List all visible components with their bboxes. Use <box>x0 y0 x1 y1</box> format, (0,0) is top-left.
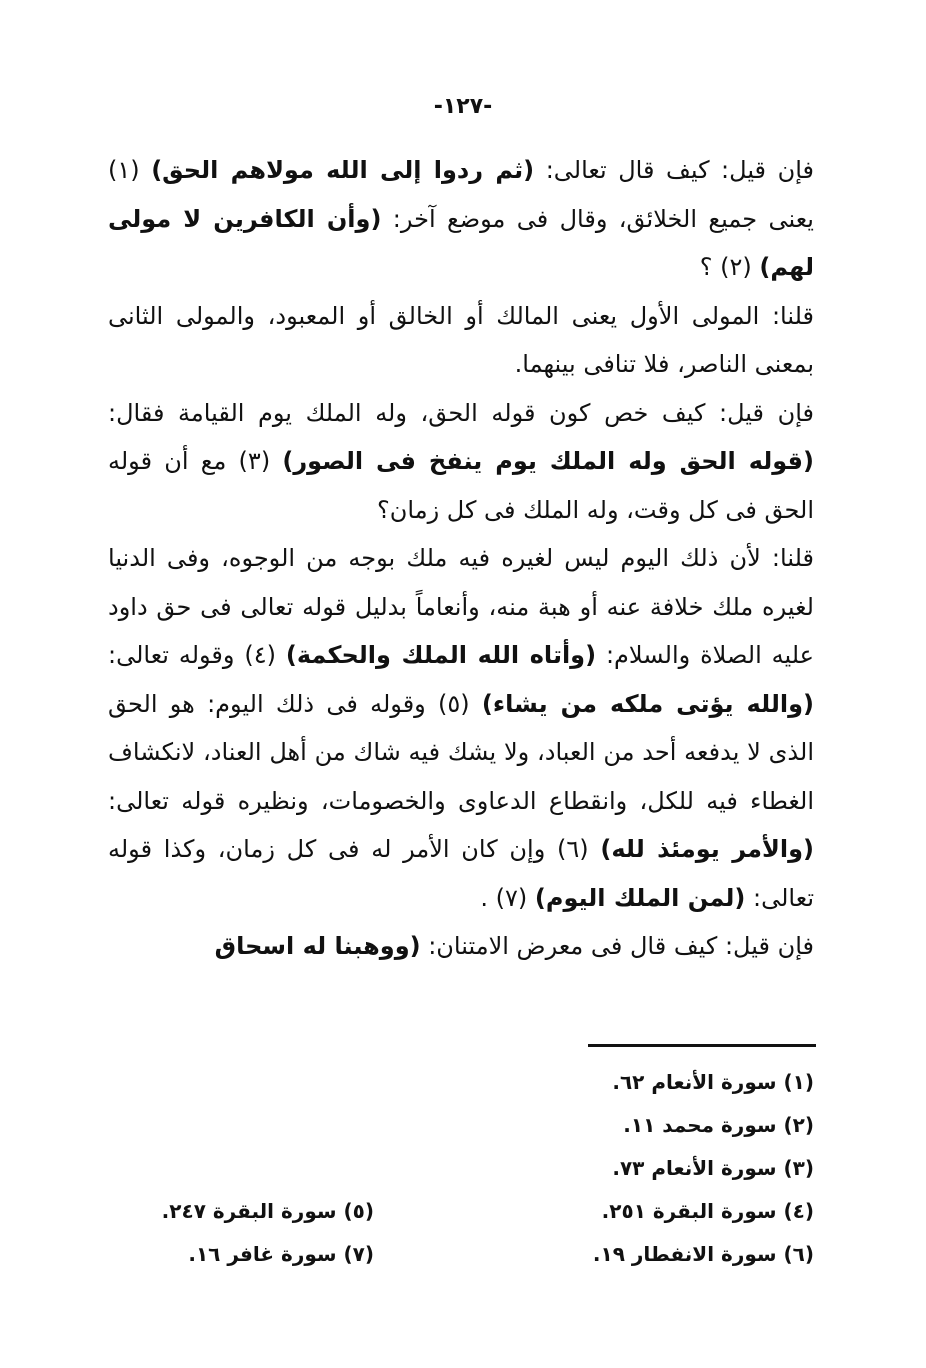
text-segment: (٤) وقوله تعالى: <box>108 641 286 669</box>
footnote-5: (٥) سورة البقرة ٢٤٧. <box>161 1198 374 1223</box>
body-text <box>108 146 814 971</box>
quran-quote: (ووهبنا له اسحاق <box>214 932 421 960</box>
footnote-row <box>94 1189 814 1232</box>
quran-quote: (ثم ردوا إلى الله مولاهم الحق) <box>151 156 535 184</box>
paragraph-3 <box>108 389 814 535</box>
text-segment: (٢) ؟ <box>699 253 760 281</box>
quran-quote: (والأمر يومئذ لله) <box>600 835 814 863</box>
footnote-3: (٣) سورة الأنعام ٧٣. <box>612 1155 814 1180</box>
text-segment: (٦) وإن كان الأمر له فى كل زمان، وكذا قوله تعالى: <box>108 835 814 912</box>
text-segment: (٣) مع أن قوله الحق فى كل وقت، وله الملك فى كل زمان؟ <box>108 447 814 524</box>
footnote-row <box>94 1232 814 1275</box>
paragraph-2 <box>108 292 814 389</box>
text-segment: (٧) . <box>480 883 535 912</box>
quran-quote: (وأن الكافرين لا مولى لهم) <box>108 204 814 281</box>
footnote-2: (٢) سورة محمد ١١. <box>623 1112 814 1137</box>
footnote-1: (١) سورة الأنعام ٦٢. <box>612 1069 814 1094</box>
footnote-6: (٦) سورة الانفطار ١٩. <box>592 1241 814 1266</box>
text-segment: (٥) وقوله فى ذلك اليوم: هو الحق الذى لا يدفعه أحد من العباد، ولا يشك فيه شاك من أهل العناد، لانكشاف الغطاء فيه للكل، وانقطاع الدعاوى والخصومات، ونظيره قوله تعالى: <box>108 689 814 815</box>
paragraph-4 <box>108 534 814 922</box>
text-segment: فإن قيل: كيف قال فى معرض الامتنان: <box>420 932 814 960</box>
paragraph-1 <box>108 146 814 292</box>
footnotes <box>94 1060 814 1275</box>
footnote-row <box>94 1060 814 1103</box>
page-number: -١٢٧- <box>433 94 493 119</box>
footnote-4: (٤) سورة البقرة ٢٥١. <box>601 1198 814 1223</box>
text-segment: قلنا: المولى الأول يعنى المالك أو الخالق أو المعبود، والمولى الثانى بمعنى الناصر، فلا تنافى بينهما. <box>108 301 814 378</box>
quran-quote: (والله يؤتى ملكه من يشاء) <box>481 689 814 718</box>
text-segment: (١) يعنى جميع الخلائق، وقال فى موضع آخر: <box>108 156 814 233</box>
footnote-7: (٧) سورة غافر ١٦. <box>188 1241 374 1266</box>
footnote-row <box>94 1103 814 1146</box>
text-segment: فإن قيل: كيف قال تعالى: <box>534 156 814 184</box>
quran-quote: (لمن الملك اليوم) <box>534 883 746 912</box>
text-segment: قلنا: لأن ذلك اليوم ليس لغيره فيه ملك بوجه من الوجوه، وفى الدنيا لغيره ملك خلافة عنه أو هبة منه، وأنعاماً بدليل قوله تعالى فى حق داود عليه الصلاة والسلام: <box>108 544 815 669</box>
footnote-divider <box>588 1044 816 1047</box>
paragraph-5 <box>108 922 814 971</box>
footnote-row <box>94 1146 814 1189</box>
quran-quote: (قوله الحق وله الملك يوم ينفخ فى الصور) <box>282 447 814 475</box>
quran-quote: (وأتاه الله الملك والحكمة) <box>285 641 597 669</box>
text-segment: فإن قيل: كيف خص كون قوله الحق، وله الملك يوم القيامة فقال: <box>108 398 814 427</box>
